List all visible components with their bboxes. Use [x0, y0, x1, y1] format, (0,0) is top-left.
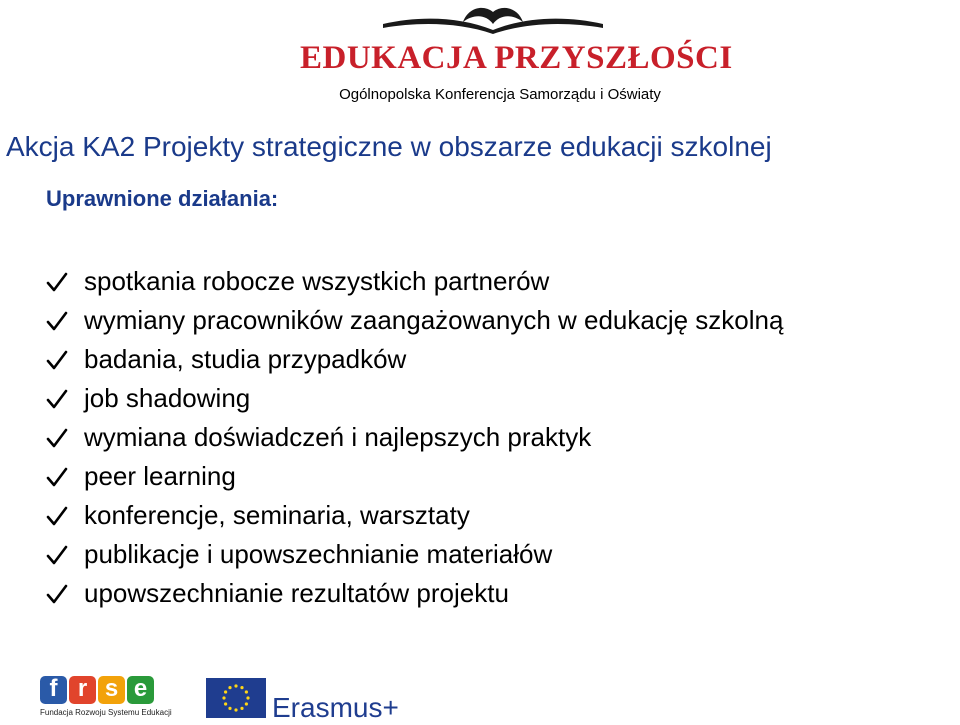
check-icon [46, 388, 68, 410]
frse-letter: e [127, 676, 154, 704]
check-icon [46, 349, 68, 371]
eu-star [246, 696, 249, 699]
eu-star [240, 686, 243, 689]
eu-star [234, 684, 237, 687]
list-item [46, 574, 783, 613]
eu-star [228, 686, 231, 689]
frse-letter: s [98, 676, 125, 704]
check-icon [46, 544, 68, 566]
frse-logo [40, 675, 172, 724]
list-item-text: spotkania robocze wszystkich partnerów [84, 266, 550, 296]
erasmus-plus-logo-text: Erasmus+ [272, 692, 399, 723]
eu-star [234, 708, 237, 711]
list-item-text: upowszechnianie rezultatów projektu [84, 578, 509, 608]
eu-flag-background [206, 678, 266, 718]
list-item [46, 418, 783, 457]
eu-star [240, 707, 243, 710]
conference-logo [300, 0, 733, 112]
frse-caption: Fundacja Rozwoju Systemu Edukacji [40, 708, 172, 717]
eu-star [245, 702, 248, 705]
list-item-text: wymiany pracowników zaangażowanych w edukację szkolną [84, 305, 784, 335]
check-icon [46, 271, 68, 293]
slide-title: Akcja KA2 Projekty strategiczne w obszarze edukacji szkolnej [6, 131, 772, 162]
check-icon [46, 583, 68, 605]
eu-star [224, 690, 227, 693]
check-icon [46, 427, 68, 449]
eu-star [245, 690, 248, 693]
logo-subtitle: Ogólnopolska Konferencja Samorządu i Oświaty [339, 86, 661, 103]
list-item [46, 496, 783, 535]
open-book-icon [378, 2, 608, 36]
check-icon [46, 466, 68, 488]
list-item [46, 457, 783, 496]
list-item [46, 379, 783, 418]
list-item-text: job shadowing [84, 383, 251, 413]
check-icon [46, 310, 68, 332]
list-item-text: publikacje i upowszechnianie materiałów [84, 539, 553, 569]
eu-star [224, 702, 227, 705]
list-item [46, 535, 783, 574]
eu-flag-icon [206, 678, 266, 718]
list-item-text: badania, studia przypadków [84, 344, 407, 374]
list-item [46, 262, 783, 301]
logos-footer [0, 670, 960, 725]
slide-subtitle: Uprawnione działania: [46, 186, 279, 211]
list-item-text: konferencje, seminaria, warsztaty [84, 500, 470, 530]
check-icon [46, 505, 68, 527]
list-item-text: peer learning [84, 461, 236, 491]
eu-star [228, 707, 231, 710]
activities-list [46, 262, 783, 613]
eu-star [222, 696, 225, 699]
logo-title: EDUKACJA PRZYSZŁOŚCI [300, 40, 733, 76]
list-item [46, 301, 783, 340]
frse-letter: f [40, 676, 67, 704]
list-item [46, 340, 783, 379]
frse-letters [40, 676, 156, 704]
frse-letter: r [69, 676, 96, 704]
list-item-text: wymiana doświadczeń i najlepszych praktyk [84, 422, 592, 452]
